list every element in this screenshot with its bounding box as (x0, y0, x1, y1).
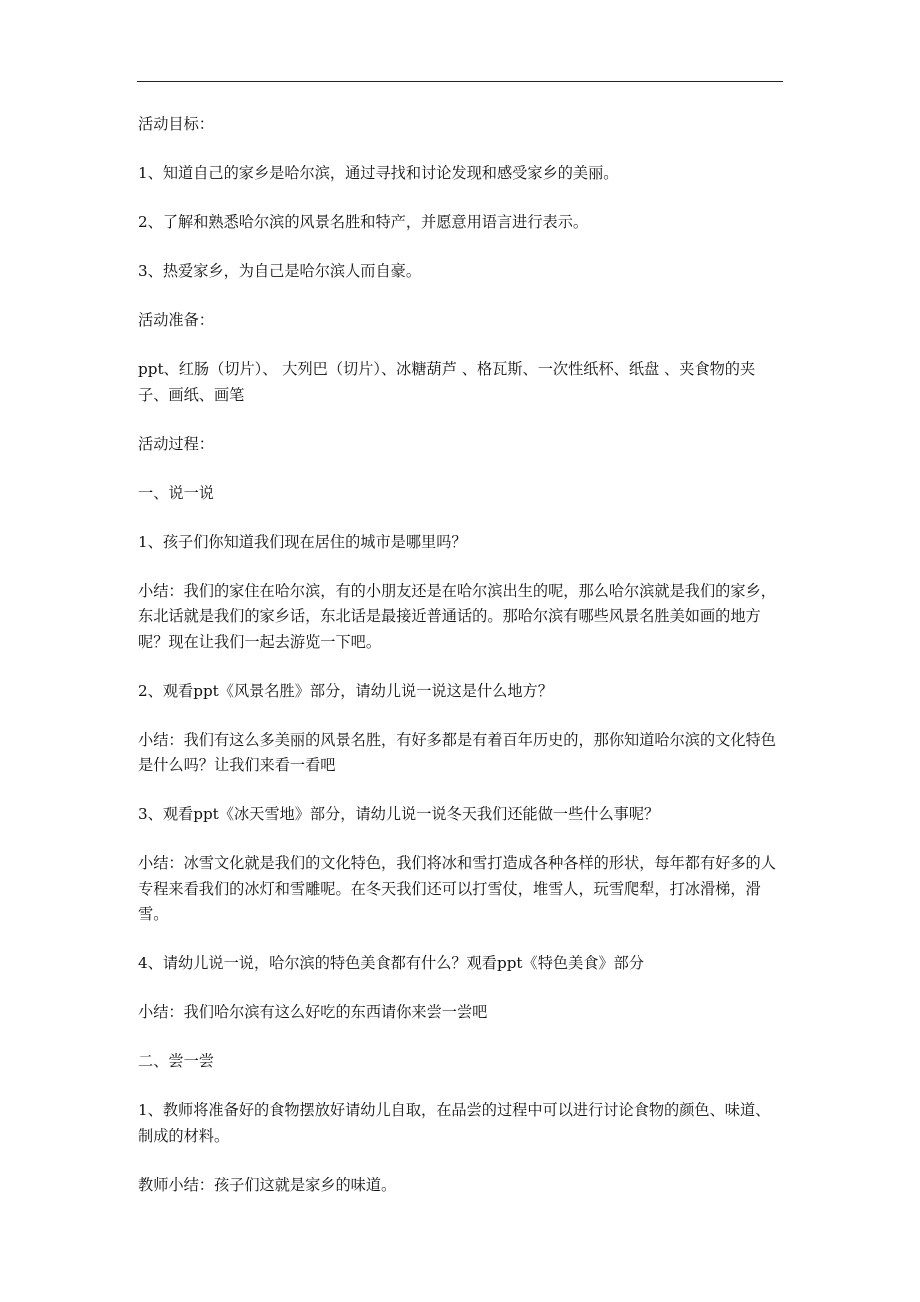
process-step-3: 3、观看ppt《冰天雪地》部分，请幼儿说一说冬天我们还能做一些什么事呢？ (138, 805, 660, 823)
summary-4: 小结：我们哈尔滨有这么好吃的东西请你来尝一尝吧 (138, 1003, 488, 1021)
preparation-materials: ppt、红肠（切片）、 大列巴（切片）、冰糖葫芦 、格瓦斯、一次性纸杯、纸盘 、夹食物的夹子、画纸、画笔 (138, 360, 756, 404)
process-step-1: 1、孩子们你知道我们现在居住的城市是哪里吗？ (138, 532, 467, 551)
section-heading-process: 活动过程： (138, 434, 214, 453)
document-body (138, 112, 783, 1222)
section-heading-goals: 活动目标： (138, 115, 214, 133)
teacher-summary: 教师小结：孩子们这就是家乡的味道。 (138, 1175, 397, 1194)
summary-1: 小结：我们的家住在哈尔滨，有的小朋友还是在哈尔滨出生的呢，那么哈尔滨就是我们的家乡，东北话就是我们的家乡话，东北话是最接近普通话的。那哈尔滨有哪些风景名胜美如画的地方呢？现在让我们一起去游览一下吧。 (138, 581, 776, 651)
goal-item-3: 3、热爱家乡，为自己是哈尔滨人而自豪。 (138, 262, 422, 280)
goal-item-2: 2、了解和熟悉哈尔滨的风景名胜和特产，并愿意用语言进行表示。 (138, 213, 589, 231)
taste-step-1: 1、教师将准备好的食物摆放好请幼儿自取，在品尝的过程中可以进行讨论食物的颜色、味道、制成的材料。 (138, 1101, 771, 1145)
summary-2: 小结：我们有这么多美丽的风景名胜，有好多都是有着百年历史的，那你知道哈尔滨的文化特色是什么吗？让我们来看一看吧 (138, 730, 776, 774)
subsection-heading-talk: 一、说一说 (138, 483, 214, 502)
section-heading-preparation: 活动准备： (138, 311, 214, 329)
goal-item-1: 1、知道自己的家乡是哈尔滨，通过寻找和讨论发现和感受家乡的美丽。 (138, 164, 619, 182)
process-step-2: 2、观看ppt《风景名胜》部分，请幼儿说一说这是什么地方？ (138, 681, 553, 700)
process-step-4: 4、请幼儿说一说，哈尔滨的特色美食都有什么？观看ppt《特色美食》部分 (138, 954, 645, 972)
header-rule (137, 81, 783, 82)
subsection-heading-taste: 二、尝一尝 (138, 1052, 214, 1070)
summary-3: 小结：冰雪文化就是我们的文化特色，我们将冰和雪打造成各种各样的形状，每年都有好多的人专程来看我们的冰灯和雪雕呢。在冬天我们还可以打雪仗，堆雪人，玩雪爬犁，打冰滑梯，滑雪。 (138, 854, 776, 923)
